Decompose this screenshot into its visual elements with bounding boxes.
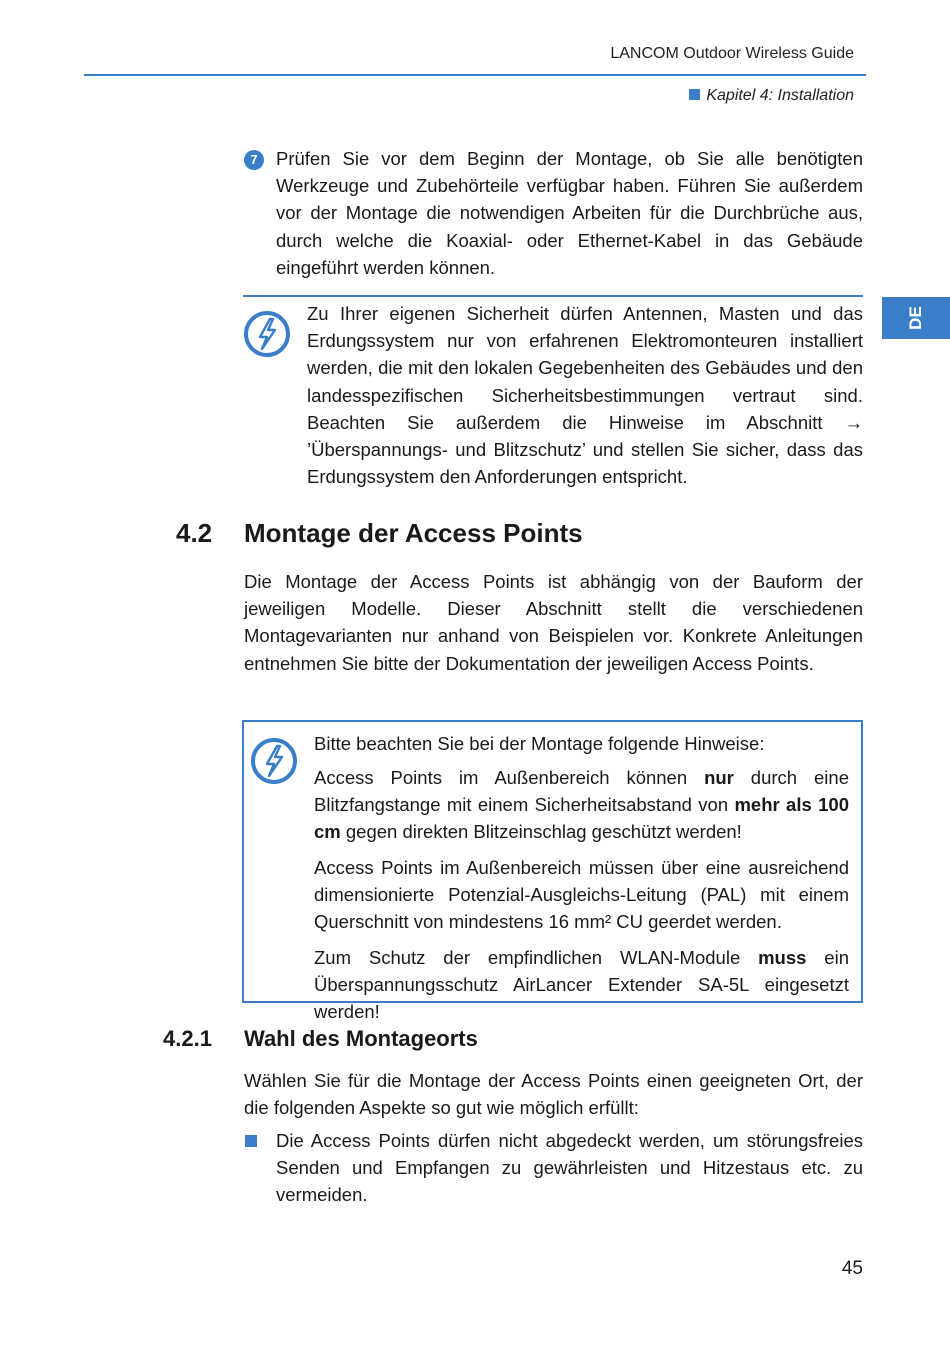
chapter-label: Kapitel 4: Installation xyxy=(706,87,854,104)
text-run: Zum Schutz der empfindlichen WLAN-Module xyxy=(314,947,759,968)
running-header-title: LANCOM Outdoor Wireless Guide xyxy=(610,45,854,62)
subsection-paragraph: Wählen Sie für die Montage der Access Points einen geeigneten Ort, der die folgenden Aspekte so gut wie möglich erfüllt: xyxy=(244,1070,863,1119)
emphasis: nur xyxy=(704,767,734,788)
header-divider xyxy=(84,74,866,76)
subsection-number: 4.2.1 xyxy=(163,1026,212,1051)
warning-paragraph-lightning xyxy=(314,764,849,846)
text-run: ein Überspannungsschutz AirLancer Extender SA-5L eingesetzt werden! xyxy=(314,947,849,1023)
safety-warning-text: Zu Ihrer eigenen Sicherheit dürfen Antennen, Masten und das Erdungssystem nur von erfahrenen Elektromonteuren installiert werden, die mit den lokalen Gegebenheiten des Gebäudes und den landesspezifischen Sicherheitsbestimmungen vertraut sind. Beachten Sie außerdem die Hinweise im Abschnitt → ’Überspannungs- und Blitzschutz’ und stellen Sie sicher, dass das Erdungssystem den Anforderungen entspricht. xyxy=(307,303,863,488)
warning-intro: Bitte beachten Sie bei der Montage folgende Hinweise: xyxy=(314,733,765,754)
subsection-title: Wahl des Montageorts xyxy=(244,1026,478,1051)
step-number-badge: 7 xyxy=(244,150,264,170)
language-tab-label: DE xyxy=(906,306,925,330)
running-header-chapter xyxy=(689,87,854,105)
text-run: durch eine Blitzfangstange mit einem Sicherheitsabstand von xyxy=(314,767,849,816)
lightning-warning-icon xyxy=(250,737,298,785)
square-bullet-icon xyxy=(245,1135,257,1147)
emphasis: muss xyxy=(758,947,807,968)
section-title: Montage der Access Points xyxy=(244,518,583,548)
emphasis: mehr als 100 cm xyxy=(314,794,849,843)
language-tab xyxy=(882,297,950,339)
text-run: Access Points im Außenbereich können xyxy=(314,767,705,788)
step-7-text: Prüfen Sie vor dem Beginn der Montage, ob Sie alle benötigten Werkzeuge und Zubehörteile verfügbar haben. Führen Sie außerdem vor der Montage die notwendigen Arbeiten für die Durchbrüche aus, durch welche die Koaxial- oder Ethernet-Kabel in das Gebäude eingeführt werden können. xyxy=(276,148,863,278)
page-number: 45 xyxy=(841,1258,863,1279)
warning-paragraph-surge xyxy=(314,944,849,1026)
list-item: Die Access Points dürfen nicht abgedeckt werden, um störungsfreies Senden und Empfangen zu gewährleisten und Hitzestaus etc. zu vermeiden. xyxy=(276,1130,863,1206)
square-bullet-icon xyxy=(689,89,700,100)
warning-paragraph-grounding: Access Points im Außenbereich müssen über eine ausreichend dimensionierte Potenzial-Ausgleichs-Leitung (PAL) mit einem Querschnitt von mindestens 16 mm² CU geerdet werden. xyxy=(314,857,849,933)
section-paragraph: Die Montage der Access Points ist abhängig von der Bauform der jeweiligen Modelle. Dieser Abschnitt stellt die verschiedenen Montagevarianten nur anhand von Beispielen vor. Konkrete Anleitungen entnehmen Sie bitte der Dokumentation der jeweiligen Access Points. xyxy=(244,571,863,674)
text-run: gegen direkten Blitzeinschlag geschützt werden! xyxy=(340,821,742,843)
warning-divider xyxy=(243,295,863,297)
section-number: 4.2 xyxy=(176,518,213,548)
lightning-warning-icon xyxy=(243,310,291,358)
